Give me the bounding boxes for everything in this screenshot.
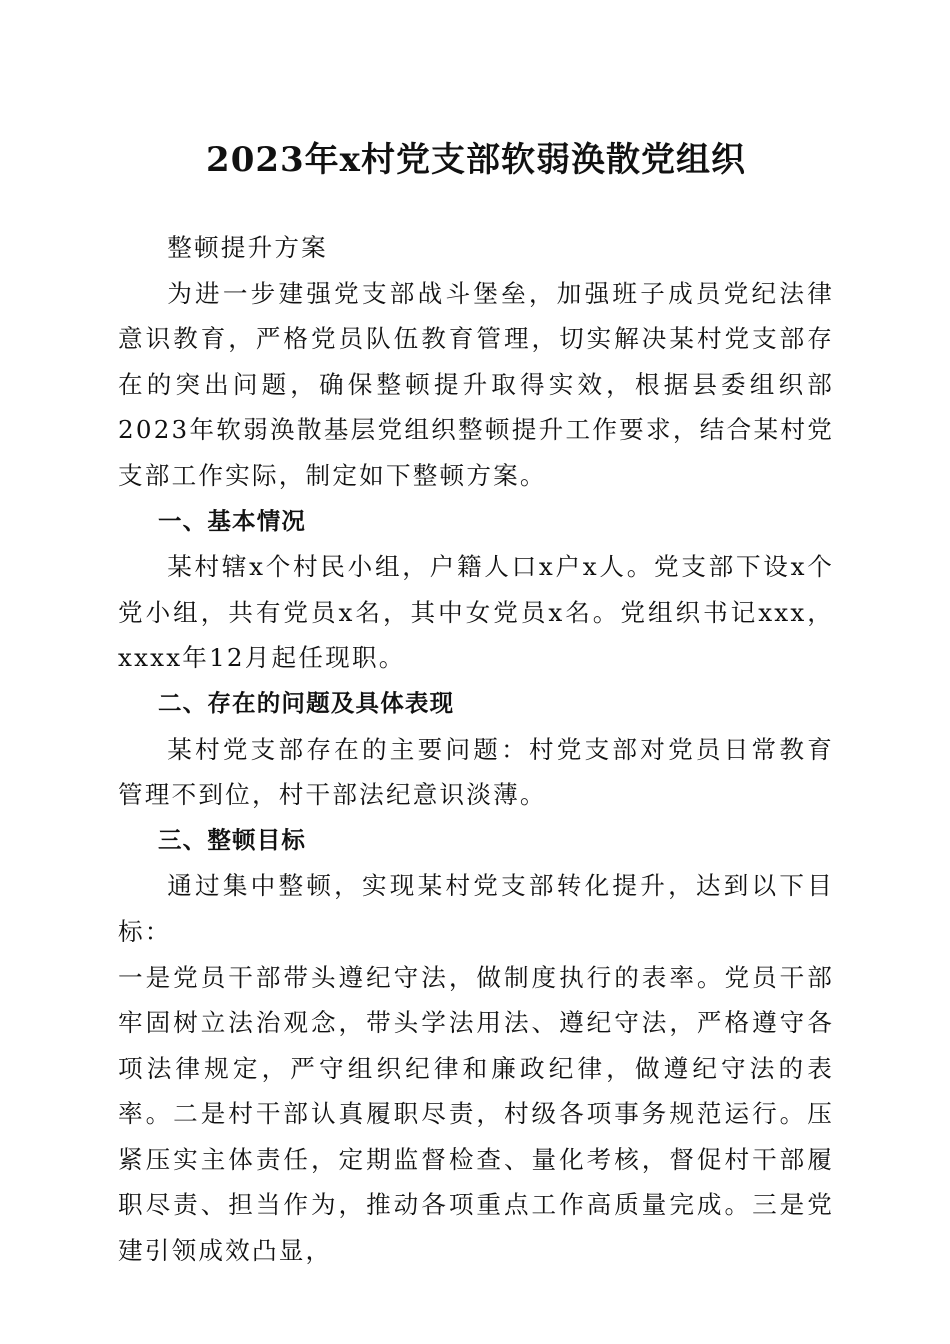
section-heading-basic-situation: 一、基本情况 [157, 506, 307, 535]
section-body-goals-detail: 一是党员干部带头遵纪守法，做制度执行的表率。党员干部牢固树立法治观念，带头学法用法、遵纪守法，严格遵守各项法律规定，严守组织纪律和廉政纪律，做遵纪守法的表率。二是村干部认真履职尽责，村级各项事务规范运行。压紧压实主体责任，定期监督检查、量化考核，督促村干部履职尽责、担当作为，推动各项重点工作高质量完成。三是党建引领成效凸显， [118, 962, 834, 1266]
section-heading-problems: 二、存在的问题及具体表现 [157, 688, 455, 717]
document-page [118, 130, 834, 1274]
document-title: 2023年x村党支部软弱涣散党组织 [206, 140, 746, 180]
document-subtitle: 整顿提升方案 [167, 233, 328, 262]
section-body-problems: 某村党支部存在的主要问题：村党支部对党员日常教育管理不到位，村干部法纪意识淡薄。 [118, 734, 834, 810]
section-body-goals-intro: 通过集中整顿，实现某村党支部转化提升，达到以下目标： [118, 871, 834, 946]
section-heading-goals: 三、整顿目标 [157, 825, 307, 854]
section-body-basic-situation: 某村辖x个村民小组，户籍人口x户x人。党支部下设x个党小组，共有党员x名，其中女党员x名。党组织书记xxx，xxxx年12月起任现职。 [118, 552, 834, 673]
intro-paragraph: 为进一步建强党支部战斗堡垒，加强班子成员党纪法律意识教育，严格党员队伍教育管理，切实解决某村党支部存在的突出问题，确保整顿提升取得实效，根据县委组织部2023年软弱涣散基层党组织整顿提升工作要求，结合某村党支部工作实际，制定如下整顿方案。 [118, 278, 834, 490]
